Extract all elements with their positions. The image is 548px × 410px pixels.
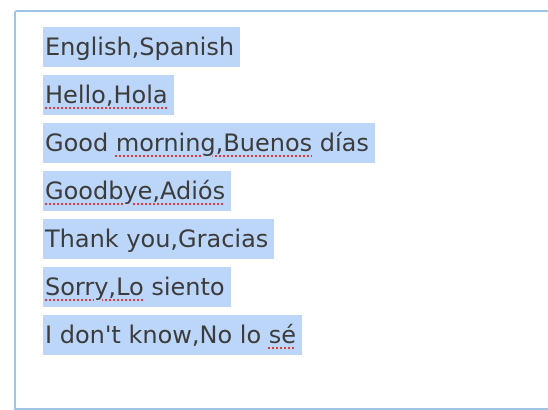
spelling-error[interactable]: sé bbox=[268, 321, 297, 349]
text-segment: Thank you,Gracias bbox=[45, 225, 269, 253]
text-line bbox=[43, 171, 375, 219]
text-line bbox=[43, 267, 375, 315]
selected-text[interactable] bbox=[43, 219, 274, 259]
text-segment: días bbox=[312, 129, 369, 157]
selected-text[interactable] bbox=[43, 123, 375, 163]
spelling-error[interactable]: Hello,Hola bbox=[45, 81, 168, 109]
text-segment: I don't know,No lo bbox=[45, 321, 269, 349]
text-line bbox=[43, 219, 375, 267]
spelling-error[interactable]: morning,Buenos bbox=[115, 129, 313, 157]
text-segment: English,Spanish bbox=[45, 33, 235, 61]
text-segment: siento bbox=[143, 273, 225, 301]
text-line bbox=[43, 123, 375, 171]
selected-text[interactable] bbox=[43, 267, 231, 307]
selected-text[interactable] bbox=[43, 75, 174, 115]
text-line bbox=[43, 315, 375, 363]
text-line bbox=[43, 75, 375, 123]
spelling-error[interactable]: Goodbye,Adiós bbox=[45, 177, 226, 205]
text-lines bbox=[43, 27, 375, 363]
text-editor[interactable] bbox=[14, 10, 548, 410]
selected-text[interactable] bbox=[43, 315, 302, 355]
spelling-error[interactable]: Sorry,Lo bbox=[45, 273, 144, 301]
selected-text[interactable] bbox=[43, 171, 231, 211]
text-segment: Good bbox=[45, 129, 116, 157]
text-line bbox=[43, 27, 375, 75]
selected-text[interactable] bbox=[43, 27, 240, 67]
